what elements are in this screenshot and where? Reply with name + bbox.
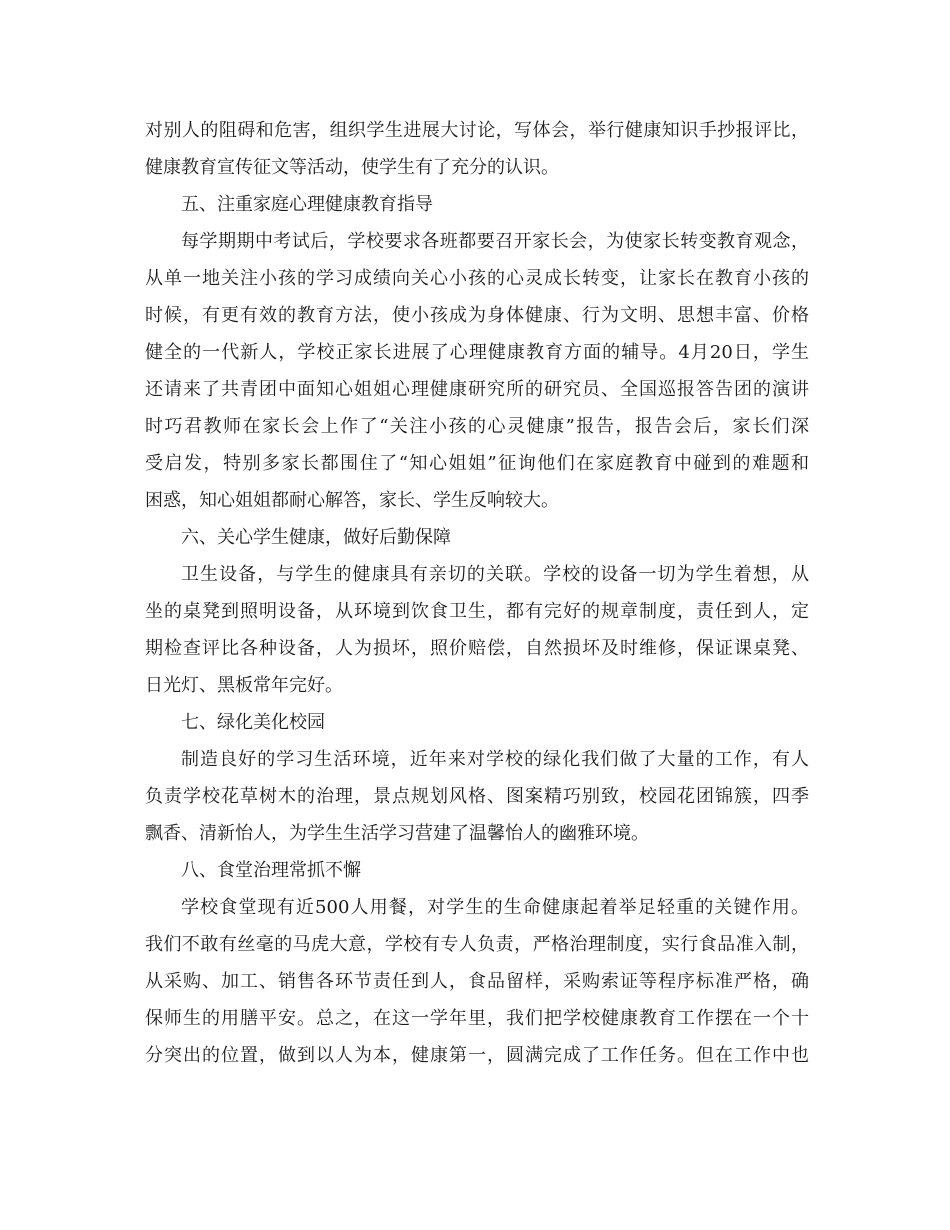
text-line: 从单一地关注小孩的学习成绩向关心小孩的心灵成长转变，让家长在教育小孩的 <box>145 268 809 289</box>
text-line: 期检查评比各种设备，人为损坏，照价赔偿，自然损坏及时维修，保证课桌凳、 <box>145 638 809 659</box>
text-line: 受启发，特别多家长都围住了“知心姐姐”征询他们在家庭教育中碰到的难题和 <box>145 453 809 474</box>
paragraph-start: 学校食堂现有近500人用餐，对学生的生命健康起着举足轻重的关键作用。 <box>181 897 809 918</box>
text-line: 飘香、清新怡人，为学生生活学习营建了温馨怡人的幽雅环境。 <box>145 823 649 844</box>
text-line: 健康教育宣传征文等活动，使学生有了充分的认识。 <box>145 157 559 178</box>
text-line: 我们不敢有丝毫的马虎大意，学校有专人负责，严格治理制度，实行食品准入制， <box>145 934 809 955</box>
section-heading-6: 六、关心学生健康，做好后勤保障 <box>181 527 451 548</box>
text-line: 健全的一代新人，学校正家长进展了心理健康教育方面的辅导。4月20日，学生 <box>145 342 809 363</box>
text-line: 时候，有更有效的教育方法，使小孩成为身体健康、行为文明、思想丰富、价格 <box>145 305 809 326</box>
document-body <box>145 112 809 1074</box>
section-heading-8: 八、食堂治理常抓不懈 <box>181 860 361 881</box>
section-heading-7: 七、绿化美化校园 <box>181 712 325 733</box>
text-line: 对别人的阻碍和危害，组织学生进展大讨论，写体会，举行健康知识手抄报评比， <box>145 120 809 141</box>
text-line: 坐的桌凳到照明设备，从环境到饮食卫生，都有完好的规章制度，责任到人，定 <box>145 601 809 622</box>
text-line: 负责学校花草树木的治理，景点规划风格、图案精巧别致，校园花团锦簇，四季 <box>145 786 809 807</box>
text-line: 从采购、加工、销售各环节责任到人，食品留样，采购索证等程序标准严格，确 <box>145 971 809 992</box>
text-line: 保师生的用膳平安。总之，在这一学年里，我们把学校健康教育工作摆在一个十 <box>145 1008 809 1029</box>
paragraph-start: 卫生设备，与学生的健康具有亲切的关联。学校的设备一切为学生着想，从 <box>181 564 809 585</box>
text-line: 时巧君教师在家长会上作了“关注小孩的心灵健康”报告，报告会后，家长们深 <box>145 416 809 437</box>
text-line: 日光灯、黑板常年完好。 <box>145 675 343 696</box>
text-line: 分突出的位置，做到以人为本，健康第一，圆满完成了工作任务。但在工作中也 <box>145 1045 809 1066</box>
section-heading-5: 五、注重家庭心理健康教育指导 <box>181 194 433 215</box>
text-line: 困惑，知心姐姐都耐心解答，家长、学生反响较大。 <box>145 490 559 511</box>
paragraph-start: 每学期期中考试后，学校要求各班都要召开家长会，为使家长转变教育观念， <box>181 231 809 252</box>
paragraph-start: 制造良好的学习生活环境，近年来对学校的绿化我们做了大量的工作，有人 <box>181 749 809 770</box>
text-line: 还请来了共青团中面知心姐姐心理健康研究所的研究员、全国巡报答告团的演讲 <box>145 379 809 400</box>
